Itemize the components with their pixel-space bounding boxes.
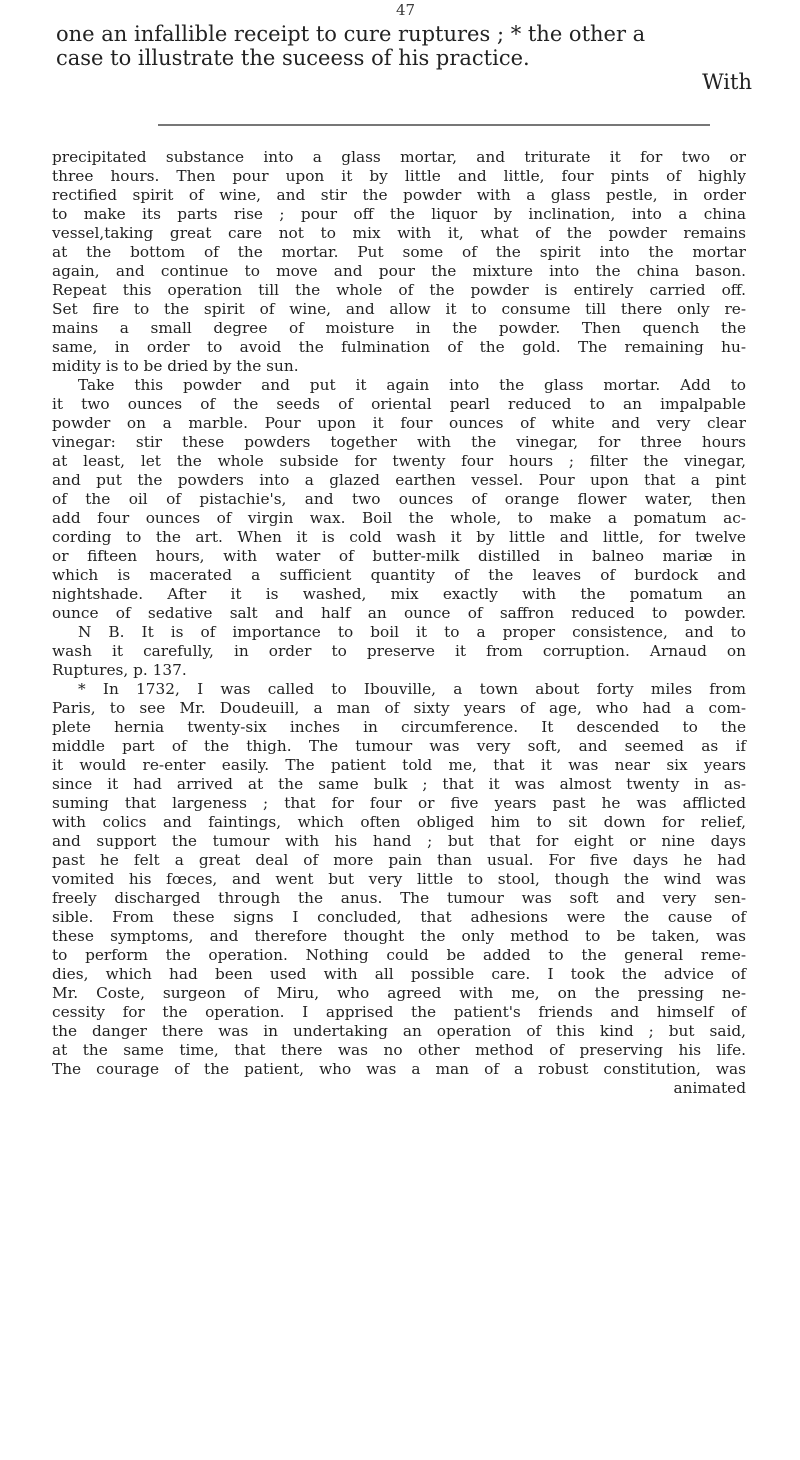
footnote-line: Ruptures, p. 137. xyxy=(52,661,187,679)
footnote-line: again, and continue to move and pour the mixture into the china bason. xyxy=(52,262,746,280)
main-text-line: one an infallible receipt to cure ruptures ; * the other a xyxy=(56,22,646,46)
footnote-line: N B. It is of importance to boil it to a proper consistence, and to xyxy=(78,623,746,641)
page-number: 47 xyxy=(396,1,416,19)
footnote-line: * In 1732, I was called to Ibouville, a town about forty miles from xyxy=(78,680,746,698)
footnote-line: vinegar: stir these powders together with the vinegar, for three hours xyxy=(52,433,746,451)
footnote-line: at the same time, that there was no other method of preserving his life. xyxy=(52,1041,746,1059)
footnote-line: which is macerated a sufficient quantity of the leaves of burdock and xyxy=(52,566,746,584)
footnote-line: of the oil of pistachie's, and two ounces of orange flower water, then xyxy=(52,490,746,508)
footnote-line: wash it carefully, in order to preserve it from corruption. Arnaud on xyxy=(52,642,746,660)
footnote-line: at least, let the whole subside for twenty four hours ; filter the vinegar, xyxy=(52,452,746,470)
footnote-line: powder on a marble. Pour upon it four ounces of white and very clear xyxy=(52,414,746,432)
footnote-line: The courage of the patient, who was a man of a robust constitution, was xyxy=(52,1060,746,1078)
footnote-line: or fifteen hours, with water of butter-milk distilled in balneo mariæ in xyxy=(52,547,746,565)
footnote-line: it would re-enter easily. The patient told me, that it was near six years xyxy=(52,756,746,774)
footnote-line: past he felt a great deal of more pain than usual. For five days he had xyxy=(52,851,746,869)
footnote-line: these symptoms, and therefore thought the only method to be taken, was xyxy=(52,927,746,945)
footnote-line: and put the powders into a glazed earthen vessel. Pour upon that a pint xyxy=(52,471,746,489)
catchword: With xyxy=(702,70,752,94)
footnote-line: ounce of sedative salt and half an ounce of saffron reduced to powder. xyxy=(52,604,746,622)
footnote-line: and support the tumour with his hand ; but that for eight or nine days xyxy=(52,832,746,850)
footnote-line: Repeat this operation till the whole of the powder is entirely carried off. xyxy=(52,281,746,299)
footnote-line: to perform the operation. Nothing could be added to the general reme- xyxy=(52,946,746,964)
footnote-line: it two ounces of the seeds of oriental pearl reduced to an impalpable xyxy=(52,395,746,413)
footnote-line: nightshade. After it is washed, mix exactly with the pomatum an xyxy=(52,585,746,603)
footnote-line: animated xyxy=(673,1079,746,1097)
footnote-line: at the bottom of the mortar. Put some of the spirit into the mortar xyxy=(52,243,746,261)
footnote-text xyxy=(52,148,746,1098)
footnote-line: freely discharged through the anus. The tumour was soft and very sen- xyxy=(52,889,746,907)
footnote-line: vomited his fœces, and went but very little to stool, though the wind was xyxy=(52,870,746,888)
footnote-line: add four ounces of virgin wax. Boil the whole, to make a pomatum ac- xyxy=(52,509,746,527)
footnote-line: mains a small degree of moisture in the powder. Then quench the xyxy=(52,319,746,337)
footnote-line: vessel,taking great care not to mix with it, what of the powder remains xyxy=(52,224,746,242)
footnote-line: plete hernia twenty-six inches in circumference. It descended to the xyxy=(52,718,746,736)
footnote-line: precipitated substance into a glass mortar, and triturate it for two or xyxy=(52,148,746,166)
footnote-line: Mr. Coste, surgeon of Miru, who agreed with me, on the pressing ne- xyxy=(52,984,746,1002)
footnote-line: rectified spirit of wine, and stir the powder with a glass pestle, in order xyxy=(52,186,746,204)
footnote-line: suming that largeness ; that for four or five years past he was afflicted xyxy=(52,794,746,812)
footnote-line: midity is to be dried by the sun. xyxy=(52,357,299,375)
footnote-line: the danger there was in undertaking an operation of this kind ; but said, xyxy=(52,1022,746,1040)
footnote-line: three hours. Then pour upon it by little and little, four pints of highly xyxy=(52,167,746,185)
footnote-line: to make its parts rise ; pour off the liquor by inclination, into a china xyxy=(52,205,746,223)
footnote-divider xyxy=(158,124,710,126)
footnote-line: Paris, to see Mr. Doudeuill, a man of sixty years of age, who had a com- xyxy=(52,699,746,717)
footnote-line: since it had arrived at the same bulk ; that it was almost twenty in as- xyxy=(52,775,746,793)
footnote-line: dies, which had been used with all possible care. I took the advice of xyxy=(52,965,746,983)
footnote-line: Take this powder and put it again into the glass mortar. Add to xyxy=(78,376,746,394)
footnote-line: middle part of the thigh. The tumour was very soft, and seemed as if xyxy=(52,737,746,755)
footnote-line: cording to the art. When it is cold wash it by little and little, for twelve xyxy=(52,528,746,546)
footnote-line: same, in order to avoid the fulmination of the gold. The remaining hu- xyxy=(52,338,746,356)
footnote-line: with colics and faintings, which often obliged him to sit down for relief, xyxy=(52,813,746,831)
footnote-line: Set fire to the spirit of wine, and allow it to consume till there only re- xyxy=(52,300,746,318)
footnote-line: sible. From these signs I concluded, that adhesions were the cause of xyxy=(52,908,746,926)
main-text-continuation xyxy=(56,22,740,70)
footnote-line: cessity for the operation. I apprised the patient's friends and himself of xyxy=(52,1003,746,1021)
main-text-line: case to illustrate the suceess of his practice. xyxy=(56,46,530,70)
